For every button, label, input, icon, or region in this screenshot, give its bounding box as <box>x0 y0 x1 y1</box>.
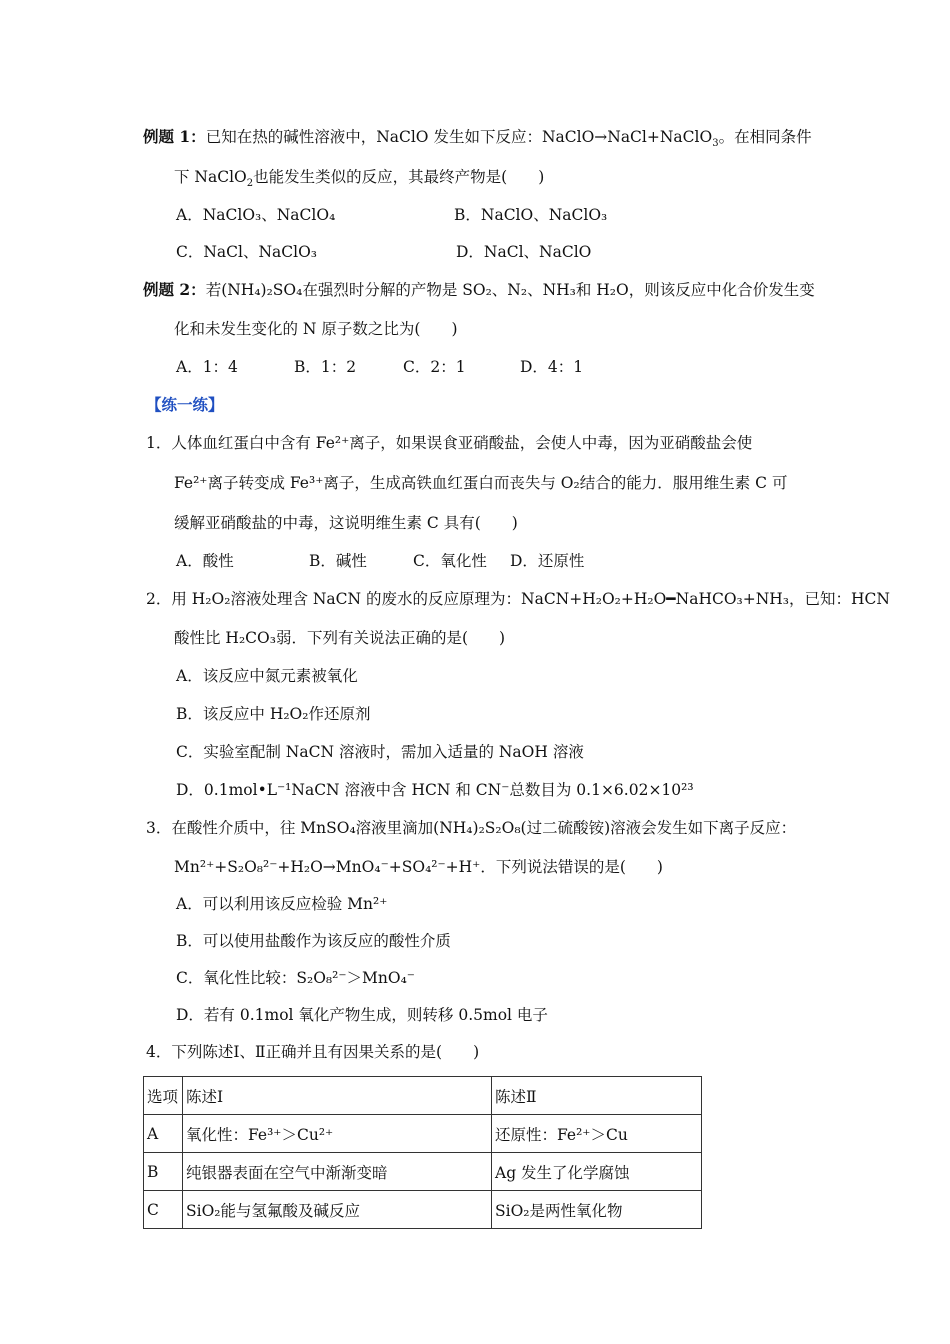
example-2-option-a: A．1：4 <box>176 358 238 376</box>
question-2-option-a: A．该反应中氮元素被氧化 <box>176 667 358 685</box>
example-1-line-1 <box>143 126 812 148</box>
example-1-option-b: B．NaClO、NaClO₃ <box>454 206 608 224</box>
example-1-text: 已知在热的碱性溶液中，NaClO 发生如下反应：NaClO→NaCl+NaClO <box>205 128 713 146</box>
example-1-option-d: D．NaCl、NaClO <box>456 243 592 261</box>
table-cell: 还原性：Fe²⁺＞Cu <box>492 1115 702 1153</box>
subscript: 3 <box>712 138 719 150</box>
question-1-option-b: B．碱性 <box>309 552 367 570</box>
question-3-line-2: Mn²⁺+S₂O₈²⁻+H₂O→MnO₄⁻+SO₄²⁻+H⁺．下列说法错误的是( ) <box>174 858 663 876</box>
table-header-cell: 陈述Ⅰ <box>183 1077 492 1115</box>
question-1-option-c: C．氧化性 <box>413 552 487 570</box>
table-cell: SiO₂能与氢氟酸及碱反应 <box>183 1191 492 1229</box>
example-2-text: 若(NH₄)₂SO₄在强烈时分解的产物是 SO₂、N₂、NH₃和 H₂O，则该反应中化合价发生变 <box>205 281 815 299</box>
question-1-option-d: D．还原性 <box>510 552 585 570</box>
question-1-line-1: 1．人体血红蛋白中含有 Fe²⁺离子，如果误食亚硝酸盐，会使人中毒，因为亚硝酸盐会使 <box>146 434 753 452</box>
question-3-option-b: B．可以使用盐酸作为该反应的酸性介质 <box>176 932 451 950</box>
question-2-option-c: C．实验室配制 NaCN 溶液时，需加入适量的 NaOH 溶液 <box>176 743 584 761</box>
table-cell: B <box>144 1153 183 1191</box>
table-cell: 氧化性：Fe³⁺＞Cu²⁺ <box>183 1115 492 1153</box>
example-2-option-b: B．1：2 <box>294 358 357 376</box>
question-4-table <box>143 1076 702 1229</box>
example-2-option-d: D．4：1 <box>520 358 584 376</box>
question-2-option-b: B．该反应中 H₂O₂作还原剂 <box>176 705 371 723</box>
question-3-option-d: D．若有 0.1mol 氧化产物生成，则转移 0.5mol 电子 <box>176 1006 548 1024</box>
practice-header: 【练一练】 <box>146 395 224 414</box>
question-4-line-1: 4．下列陈述Ⅰ、Ⅱ正确并且有因果关系的是( ) <box>146 1043 480 1061</box>
table-row <box>144 1191 702 1229</box>
question-2-line-2: 酸性比 H₂CO₃弱．下列有关说法正确的是( ) <box>174 629 506 647</box>
example-2-label: 例题 2： <box>143 280 206 299</box>
example-1-option-a: A．NaClO₃、NaClO₄ <box>176 206 336 224</box>
question-2-line-1: 2．用 H₂O₂溶液处理含 NaCN 的废水的反应原理为：NaCN+H₂O₂+H₂O━NaHCO₃+NH₃，已知：HCN <box>146 590 890 608</box>
question-3-option-c: C．氧化性比较：S₂O₈²⁻＞MnO₄⁻ <box>176 969 415 987</box>
table-header-row <box>144 1077 702 1115</box>
table-row <box>144 1153 702 1191</box>
example-2-option-c: C．2：1 <box>403 358 466 376</box>
table-cell: A <box>144 1115 183 1153</box>
question-3-option-a: A．可以利用该反应检验 Mn²⁺ <box>176 895 388 913</box>
question-2-option-d: D．0.1mol•L⁻¹NaCN 溶液中含 HCN 和 CN⁻总数目为 0.1×6.02×10²³ <box>176 781 694 799</box>
example-1-label: 例题 1： <box>143 127 206 146</box>
example-1-text: 下 NaClO <box>174 168 247 186</box>
example-1-text: 也能发生类似的反应，其最终产物是( ) <box>253 168 545 186</box>
question-1-line-3: 缓解亚硝酸盐的中毒，这说明维生素 C 具有( ) <box>174 514 518 532</box>
table-row <box>144 1115 702 1153</box>
table-cell: Ag 发生了化学腐蚀 <box>492 1153 702 1191</box>
table-cell: 纯银器表面在空气中渐渐变暗 <box>183 1153 492 1191</box>
subscript: 2 <box>246 178 254 190</box>
table-header-cell: 陈述Ⅱ <box>492 1077 702 1115</box>
question-1-option-a: A．酸性 <box>176 552 234 570</box>
example-1-line-2 <box>174 166 544 188</box>
example-2-line-1 <box>143 279 815 301</box>
table-header-cell: 选项 <box>144 1077 183 1115</box>
table-cell: SiO₂是两性氧化物 <box>492 1191 702 1229</box>
example-1-text-end: 。在相同条件 <box>718 128 812 146</box>
example-1-option-c: C．NaCl、NaClO₃ <box>176 243 318 261</box>
question-1-line-2: Fe²⁺离子转变成 Fe³⁺离子，生成高铁血红蛋白而丧失与 O₂结合的能力．服用维生素 C 可 <box>174 474 788 492</box>
example-2-line-2: 化和未发生变化的 N 原子数之比为( ) <box>174 320 458 338</box>
table-cell: C <box>144 1191 183 1229</box>
question-3-line-1: 3．在酸性介质中，往 MnSO₄溶液里滴加(NH₄)₂S₂O₈(过二硫酸铵)溶液会发生如下离子反应： <box>146 819 797 837</box>
